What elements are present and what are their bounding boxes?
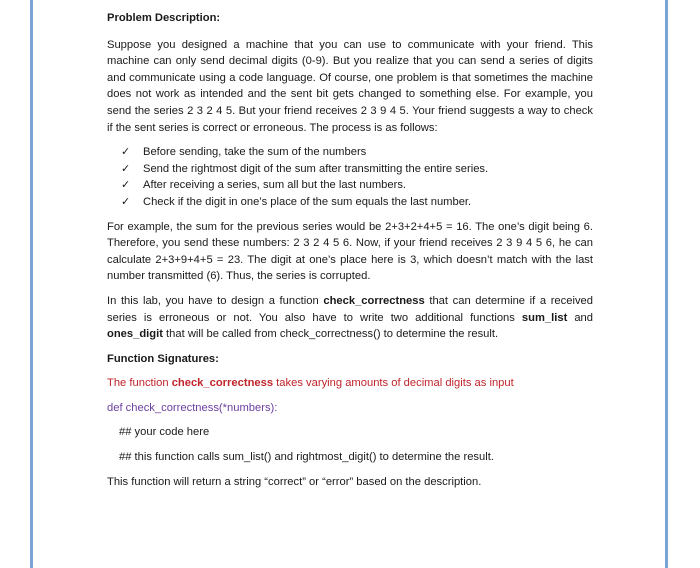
function-def: def check_correctness(*numbers): [107, 401, 278, 414]
checklist-item-text: Send the rightmost digit of the sum after transmitting the entire series. [143, 162, 489, 175]
page-border-right [665, 0, 668, 568]
function-description-text: The function [107, 377, 172, 390]
lab-text: In this lab, you have to design a function [107, 294, 324, 307]
lab-text: that can determine if a received series is erroneous or not. You also have to write two additional functions [107, 294, 593, 324]
check-correctness-term: check_correctness [323, 294, 425, 307]
checkmark-icon: ✓ [121, 179, 131, 192]
checkmark-icon: ✓ [121, 162, 131, 175]
function-name: check_correctness [171, 377, 274, 390]
checklist-item [121, 144, 593, 161]
example-paragraph: For example, the sum for the previous series would be 2+3+2+4+5 = 16. The one’s digit being 6. Therefore, you send these numbers: 2 3 2 4 5 6. Now, if your friend receives 2 3 9 4 5 6, he can calculate 2+3+9+4+5 = 23. The digit at one’s place here is 3, which doesn’t match with the last number transmitted (6). Thus, the series is corrupted. [107, 220, 593, 283]
sum-list-term: sum_list [521, 311, 568, 324]
problem-heading: Problem Description: [107, 12, 221, 24]
code-comment: ## this function calls sum_list() and rightmost_digit() to determine the result. [119, 451, 494, 464]
process-checklist [107, 144, 593, 210]
checklist-item [121, 194, 593, 211]
checklist-item-text: After receiving a series, sum all but the last numbers. [143, 179, 407, 192]
function-description-text: takes varying amounts of decimal digits as input [273, 377, 514, 390]
code-comment: ## your code here [119, 426, 210, 439]
lab-text: and [567, 311, 594, 324]
checklist-item [121, 161, 593, 178]
checkmark-icon: ✓ [121, 195, 131, 208]
signatures-heading: Function Signatures: [107, 352, 219, 365]
closing-note: This function will return a string “correct” or “error” based on the description. [107, 475, 482, 488]
lab-paragraph [107, 293, 593, 343]
checklist-item-text: Before sending, take the sum of the numbers [143, 146, 367, 159]
lab-text: that will be called from check_correctness() to determine the result. [162, 328, 499, 341]
checkmark-icon: ✓ [121, 146, 131, 159]
document-page [107, 10, 593, 490]
checklist-item-text: Check if the digit in one’s place of the sum equals the last number. [143, 195, 472, 208]
intro-paragraph: Suppose you designed a machine that you can use to communicate with your friend. This machine can only send decimal digits (0-9). But you realize that you can send a series of digits and communicate using a code language. Of course, one problem is that sometimes the machine does not work as intended and the sent bit gets changed to something else. For example, you send the series 2 3 2 4 5. But your friend receives 2 3 9 4 5. Your friend suggests a way to check if the sent series is correct or erroneous. The process is as follows: [107, 38, 593, 134]
function-description [107, 375, 593, 392]
page-border-left [30, 0, 33, 568]
ones-digit-term: ones_digit [107, 328, 163, 341]
checklist-item [121, 177, 593, 194]
